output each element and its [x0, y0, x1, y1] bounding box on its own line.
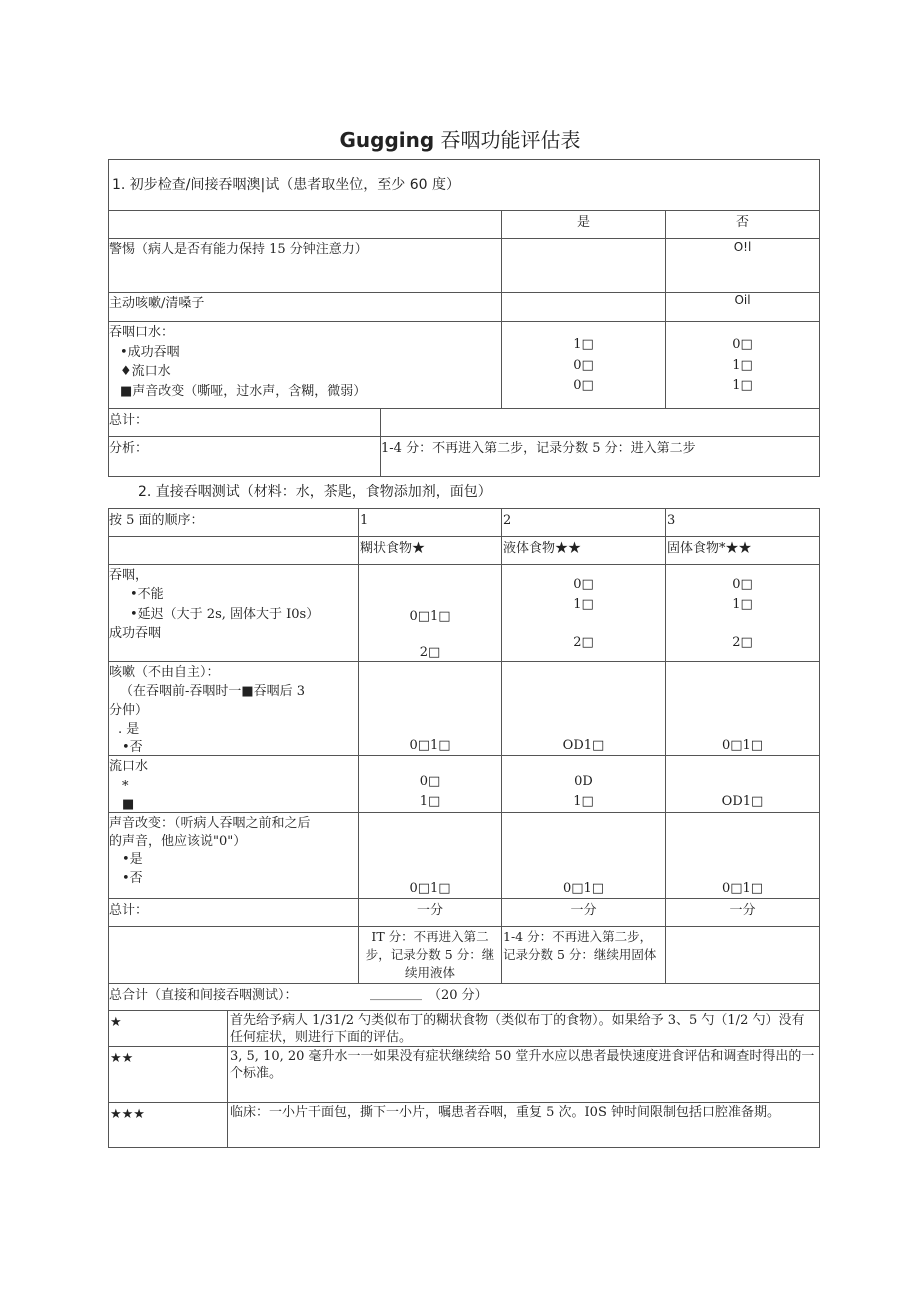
saliva-yes-value: 0□ [573, 378, 594, 393]
note-stars: ★ [110, 1015, 122, 1030]
swallow-paste-value: 0□1□ [409, 609, 451, 624]
drool-label: ■ [122, 797, 135, 812]
alert-no-value: O!l [733, 240, 752, 254]
coughing-liquid-value: OD1□ [562, 738, 605, 753]
drool-liquid-value: 1□ [573, 794, 594, 809]
swallow-label: 成功吞咽 [109, 626, 162, 641]
drool-solid-value: OD1□ [721, 794, 764, 809]
drool-label: 流口水 [109, 759, 149, 774]
saliva-yes-value: 0□ [573, 358, 594, 373]
coughing-label: （在吞咽前-吞咽时一■吞咽后 3 [120, 684, 306, 699]
section-1-heading: 1. 初步检查/间接吞咽澳|试（患者取坐位，至少 60 度） [112, 177, 460, 193]
food-paste: 糊状食物★ [360, 541, 426, 556]
alert-label: 警惕（病人是否有能力保持 15 分钟注意力） [109, 242, 368, 257]
grand-total-label: 总合计（直接和间接吞咽测试）： [109, 988, 298, 1003]
note-text: 临床：一小片干面包，撕下一小片，嘱患者吞咽，重复 5 次。I0S 钟时间限制包括口腔准备期。 [230, 1105, 780, 1120]
grand-total-blank: ________ [370, 986, 422, 1001]
voice-label: 的声音，他应该说"0"） [109, 834, 247, 849]
swallow-liquid-value: 1□ [573, 597, 594, 612]
section-2-heading: 2. 直接吞咽测试（材料：水，茶匙，食物添加剂，面包） [138, 484, 492, 500]
note-text: 首先给予病人 1/31/2 勺类似布丁的糊状食物（类似布丁的食物）。如果给予 3、5 勺（1/2 勺）没有任何症状，则进行下面的评估。 [230, 1013, 805, 1045]
drool-liquid-value: 0D [574, 774, 593, 789]
note-stars: ★★★ [110, 1107, 145, 1122]
food-solid: 固体食物*★★ [667, 541, 752, 556]
cough-no-value: Oil [734, 293, 751, 307]
coughing-solid-value: 0□1□ [721, 738, 764, 753]
total-liquid-value: 一分 [570, 903, 597, 918]
order-number: 1 [360, 513, 369, 528]
swallow-paste-value: 2□ [419, 645, 441, 660]
coughing-label: 咳嗽（不由自主）： [109, 665, 220, 680]
voice-solid-value: 0□1□ [721, 881, 764, 896]
saliva-no-value: 1□ [732, 378, 753, 393]
saliva-label: 吞咽口水： [109, 325, 175, 340]
swallow-solid-value: 0□ [732, 577, 753, 592]
order-number: 2 [503, 513, 512, 528]
title-brand: Gugging [339, 128, 435, 152]
order-number: 3 [667, 513, 676, 528]
total-solid-value: 一分 [729, 903, 756, 918]
drool-paste-value: 0□ [419, 774, 441, 789]
result-paste-text: IT 分：不再进入第二步，记录分数 5 分：继续用液体 [365, 929, 495, 980]
swallow-solid-value: 1□ [732, 597, 753, 612]
total-paste-value: 一分 [416, 903, 443, 918]
title-rest: 吞咽功能评估表 [434, 128, 581, 152]
order-label: 按 5 面的顺序： [109, 513, 204, 528]
swallow-label: •不能 [130, 587, 164, 602]
cough-label: 主动咳嗽/清嗓子 [109, 296, 205, 311]
section-1-total-label: 总计： [109, 413, 149, 428]
drool-paste-value: 1□ [419, 794, 441, 809]
voice-label: •否 [122, 871, 143, 886]
grand-total-score: （20 分） [428, 988, 488, 1003]
note-text: 3, 5, 10, 20 毫升水一一如果没有症状继续给 50 堂升水应以患者最快速度进食评估和调查时得出的一个标准。 [230, 1049, 815, 1081]
swallow-liquid-value: 0□ [573, 577, 594, 592]
drool-label: * [122, 779, 129, 794]
saliva-item: ■声音改变（嘶哑，过水声，含糊，微弱） [120, 384, 367, 399]
coughing-label: •否 [122, 740, 143, 755]
coughing-paste-value: 0□1□ [409, 738, 451, 753]
swallow-liquid-value: 2□ [573, 635, 594, 650]
saliva-no-value: 0□ [732, 337, 753, 352]
col-no-header: 否 [735, 215, 749, 230]
swallow-label: 吞咽， [109, 568, 149, 583]
analysis-label: 分析： [109, 441, 149, 456]
voice-label: 声音改变：（听病人吞咽之前和之后 [109, 816, 311, 831]
saliva-item: •成功吞咽 [120, 345, 180, 360]
coughing-label: 分仲） [109, 703, 149, 718]
note-stars: ★★ [110, 1051, 134, 1066]
col-yes-header: 是 [576, 215, 590, 230]
page-title [0, 124, 920, 153]
result-liquid-text: 1-4 分：不再进入第二步，记录分数 5 分：继续用固体 [503, 929, 657, 962]
analysis-text: 1-4 分：不再进入第二步，记录分数 5 分：进入第二步 [381, 441, 696, 456]
voice-label: •是 [122, 852, 143, 867]
saliva-item: ♦流口水 [120, 364, 171, 379]
swallow-solid-value: 2□ [732, 635, 753, 650]
section-2-total-label: 总计： [109, 903, 149, 918]
voice-liquid-value: 0□1□ [562, 881, 605, 896]
food-liquid: 液体食物★★ [503, 541, 582, 556]
voice-paste-value: 0□1□ [409, 881, 451, 896]
saliva-no-value: 1□ [732, 358, 753, 373]
saliva-yes-value: 1□ [573, 337, 594, 352]
coughing-label: . 是 [118, 722, 140, 737]
swallow-label: •延迟（大于 2s, 固体大于 I0s） [130, 607, 320, 622]
